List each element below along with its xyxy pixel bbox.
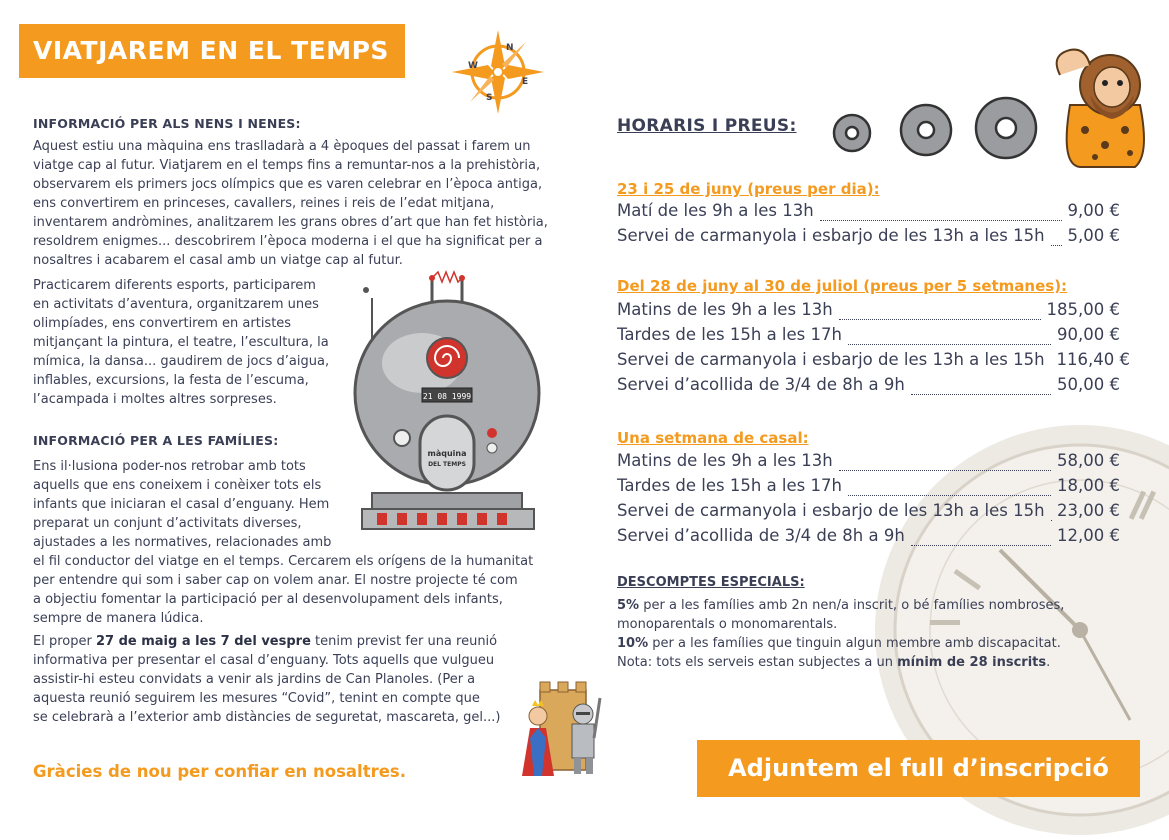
dot-leader (820, 219, 1062, 221)
price-row-value: 18,00 € (1057, 476, 1120, 495)
families-p2-line: assistir-hi esteu convidats a venir als jardins de Can Planoles. (Per a (33, 670, 553, 689)
price-row-label: Servei de carmanyola i esbarjo de les 13h a les 15h (617, 226, 1045, 245)
families-p1-line: sempre de manera lúdica. (33, 609, 553, 628)
price-row-value: 116,40 € (1057, 350, 1130, 369)
discount-note (617, 653, 1050, 672)
families-info-paragraph-2 (33, 632, 553, 727)
price-row (617, 300, 1120, 324)
thanks-message: Gràcies de nou per confiar en nosaltres. (33, 762, 406, 781)
families-info-heading: INFORMACIÓ PER A LES FAMÍLIES: (33, 433, 278, 448)
discount-2-percent: 10% (617, 636, 648, 651)
meeting-date: 27 de maig a les 7 del vespre (96, 634, 311, 649)
price-row (617, 476, 1120, 500)
dot-leader (839, 469, 1051, 471)
price-row (617, 451, 1120, 475)
discount-line-2 (617, 634, 1061, 653)
families-p1-line: a objectiu fomentar la participació per al desenvolupament dels infants, (33, 590, 553, 609)
families-info-paragraph-1 (33, 457, 553, 628)
price-row-label: Servei de carmanyola i esbarjo de les 13h a les 15h (617, 350, 1045, 369)
dot-leader (1051, 244, 1062, 246)
families-p2-text: El proper (33, 634, 96, 649)
families-p1-line: ajustades a les normatives, relacionades amb (33, 533, 553, 552)
compass-s: S (486, 93, 492, 103)
page-title-banner (19, 24, 405, 78)
price-row-label: Tardes de les 15h a les 17h (617, 325, 842, 344)
discount-2-text: per a les famílies que tinguin algun membre amb discapacitat. (648, 636, 1061, 651)
families-p1-line: preparat un conjunt d’activitats diverses, (33, 514, 553, 533)
price-row-value: 12,00 € (1057, 526, 1120, 545)
discount-1-percent: 5% (617, 598, 639, 613)
price-row (617, 226, 1120, 250)
kids-p2-line: en activitats d’aventura, organitzarem unes (33, 295, 333, 314)
families-p1-line: Ens il·lusiona poder-nos retrobar amb tots (33, 457, 553, 476)
price-row-label: Matins de les 9h a les 13h (617, 451, 833, 470)
compass-n: N (506, 43, 514, 53)
discounts-heading: DESCOMPTES ESPECIALS: (617, 575, 805, 590)
note-end: . (1046, 655, 1050, 670)
kids-info-heading: INFORMACIÓ PER ALS NENS I NENES: (33, 116, 301, 131)
price-row (617, 501, 1120, 525)
price-row (617, 325, 1120, 349)
price-row-value: 9,00 € (1068, 201, 1120, 220)
price-row-value: 5,00 € (1068, 226, 1120, 245)
caveman-illustration (1040, 35, 1166, 170)
kids-p1-line: resoldrem enigmes... descobrirem l’època moderna i el que ha significat per a (33, 232, 553, 251)
price-row (617, 526, 1120, 550)
price-row-value: 50,00 € (1057, 375, 1120, 394)
price-row (617, 350, 1120, 374)
families-p2-line: se celebrarà a l’exterior amb distàncies de seguretat, mascareta, gel...) (33, 708, 553, 727)
machine-date-display: 21 08 1999 (423, 392, 471, 401)
price-row-value: 58,00 € (1057, 451, 1120, 470)
dot-leader (911, 393, 1051, 395)
kids-info-paragraph-1 (33, 137, 553, 270)
price-row (617, 201, 1120, 225)
kids-info-paragraph-2 (33, 276, 333, 409)
kids-p2-line: inflables, excursions, la festa de l’escuma, (33, 371, 333, 390)
kids-p1-line: Aquest estiu una màquina ens traslladarà a 4 èpoques del passat i farem un (33, 137, 553, 156)
families-p2-text: tenim previst fer una reunió (311, 634, 497, 649)
dot-leader (848, 343, 1051, 345)
stone-wheels-illustration (830, 95, 1050, 165)
section-title-june: 23 i 25 de juny (preus per dia): (617, 180, 880, 198)
dot-leader (839, 318, 1041, 320)
machine-label-2: DEL TEMPS (428, 461, 466, 468)
kids-p2-line: olimpíades, ens convertirem en artistes (33, 314, 333, 333)
kids-p1-line: inventarem andròmines, analitzarem les grans obres d’art que han fet història, (33, 213, 553, 232)
discount-1-text: per a les famílies amb 2n nen/a inscrit, o bé famílies nombroses, (639, 598, 1064, 613)
note-text: Nota: tots els serveis estan subjectes a un (617, 655, 897, 670)
dot-leader (848, 494, 1051, 496)
price-row-value: 90,00 € (1057, 325, 1120, 344)
dot-leader (911, 544, 1051, 546)
price-row-label: Matí de les 9h a les 13h (617, 201, 814, 220)
compass-w: W (468, 61, 478, 71)
kids-p2-line: mitjançant la pintura, el teatre, l’escultura, la (33, 333, 333, 352)
compass-e: E (522, 77, 528, 87)
section-title-summer: Del 28 de juny al 30 de juliol (preus per 5 setmanes): (617, 277, 1067, 295)
kids-p1-line: viatge cap al futur. Viatjarem en el temps fins a remuntar-nos a la prehistòria, (33, 156, 553, 175)
price-row-label: Servei d’acollida de 3/4 de 8h a 9h (617, 526, 905, 545)
princess-knight-castle-illustration (510, 678, 620, 778)
price-row-value: 23,00 € (1057, 501, 1120, 520)
families-p1-line: aquells que ens coneixem i conèixer tots els (33, 476, 553, 495)
compass-icon (448, 26, 548, 116)
price-row-label: Servei d’acollida de 3/4 de 8h a 9h (617, 375, 905, 394)
section-title-week: Una setmana de casal: (617, 429, 809, 447)
families-p2-first-line (33, 632, 553, 651)
kids-p2-line: Practicarem diferents esports, participarem (33, 276, 333, 295)
price-row-value: 185,00 € (1047, 300, 1120, 319)
kids-p1-line: ens convertirem en princeses, cavallers, reines i reis de l’edat mitjana, (33, 194, 553, 213)
kids-p1-line: nosaltres i acabarem el casal amb un viatge cap al futur. (33, 251, 553, 270)
page-title: VIATJAREM EN EL TEMPS (33, 36, 389, 65)
schedule-heading: HORARIS I PREUS: (617, 116, 797, 136)
families-p2-line: informativa per presentar el casal d’enguany. Tots aquells que vulgueu (33, 651, 553, 670)
discount-line-1 (617, 596, 1064, 615)
price-row-label: Tardes de les 15h a les 17h (617, 476, 842, 495)
price-row (617, 375, 1120, 399)
families-p1-line: infants que iniciaran el casal d’enguany. Hem (33, 495, 553, 514)
machine-label-1: màquina (428, 449, 467, 458)
families-p2-line: aquesta reunió seguirem les mesures “Covid”, tenint en compte que (33, 689, 553, 708)
families-p1-line: el fil conductor del viatge en el temps. Cercarem els orígens de la humanitat (33, 552, 553, 571)
discount-line-1b: monoparentals o monomarentals. (617, 615, 837, 634)
kids-p2-line: mímica, la dansa... gaudirem de jocs d’aigua, (33, 352, 333, 371)
kids-p1-line: observarem els primers jocs olímpics que es varen celebrar en l’època antiga, (33, 175, 553, 194)
registration-form-label: Adjuntem el full d’inscripció (728, 754, 1109, 782)
price-row-label: Servei de carmanyola i esbarjo de les 13h a les 15h (617, 501, 1045, 520)
kids-p2-line: l’acampada i moltes altres sorpreses. (33, 390, 333, 409)
registration-form-banner (697, 740, 1140, 797)
families-p1-line: per entendre qui som i saber cap on volem anar. El nostre projecte té com (33, 571, 553, 590)
price-row-label: Matins de les 9h a les 13h (617, 300, 833, 319)
note-minimum: mínim de 28 inscrits (897, 655, 1046, 670)
